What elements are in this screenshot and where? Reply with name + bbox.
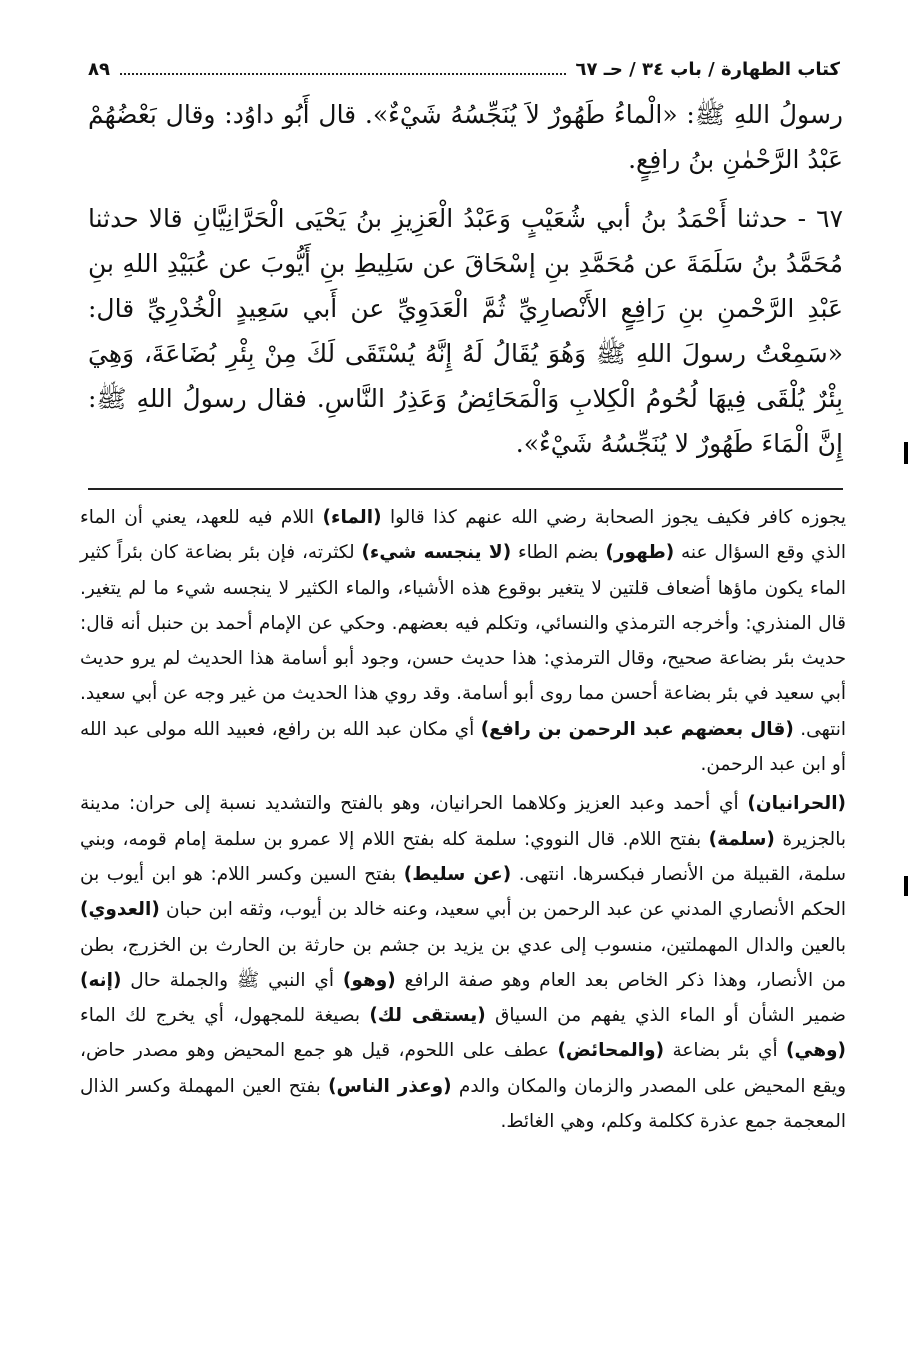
commentary-term: (لا ينجسه شيء) bbox=[361, 542, 512, 564]
scan-edge-mark bbox=[904, 442, 908, 464]
commentary-term: (الحرانيان) bbox=[747, 793, 846, 815]
commentary-text: أي النبي ﷺ والجملة حال bbox=[121, 969, 343, 991]
commentary-text: بفتح اللام. قال النووي: سلمة كله بفتح اللام إلا عمرو بن سلمة إمام قومه، وبني سلمة، القبيلة من الأنصار فبكسرها. انتهى. bbox=[80, 828, 847, 885]
hadith-paragraph-2: ٦٧ - حدثنا أَحْمَدُ بنُ أبي شُعَيْبٍ وَعَبْدُ الْعَزِيزِ بنُ يَحْيَى الْحَرَّانِيَّانِ قالا حدثنا مُحَمَّدُ بنُ سَلَمَةَ عن مُحَمَّدِ بنِ إسْحَاقَ عن سَلِيطِ بنِ أَيُّوبَ عن عُبَيْدِ اللهِ بنِ عَبْدِ الرَّحْمنِ بنِ رَافِعٍ الأَنْصارِيِّ ثُمَّ الْعَدَوِيِّ عن أَبي سَعِيدٍ الْخُدْرِيِّ قال: «سَمِعْتُ رسولَ اللهِ ﷺ وَهُوَ يُقَالُ لَهُ إِنَّهُ يُسْتَقَى لَكَ مِنْ بِئْرِ بُضَاعَةَ، وَهِيَ بِئْرٌ يُلْقَى فِيهَا لُحُومُ الْكِلابِ وَالْمَحَائِضُ وَعَذِرُ النَّاسِ. فقال رسولُ اللهِ ﷺ: إِنَّ الْمَاءَ طَهُورٌ لا يُنَجِّسُهُ شَيْءٌ». bbox=[88, 204, 843, 458]
commentary-block bbox=[80, 500, 846, 1139]
commentary-term: (والمحائض) bbox=[557, 1040, 665, 1062]
commentary-term: (الماء) bbox=[322, 507, 382, 528]
page-number: ٨٩ bbox=[88, 58, 110, 80]
commentary-term: (قال بعضهم عبد الرحمن بن رافع) bbox=[480, 718, 794, 740]
commentary-text: أي بئر بضاعة bbox=[664, 1040, 787, 1062]
commentary-term: (وهو) bbox=[342, 969, 396, 991]
commentary-term: (إنه) bbox=[80, 969, 122, 991]
commentary-term: (طهور) bbox=[605, 542, 675, 564]
commentary-text: بالعين والدال المهملتين، منسوب إلى عدي بن يزيد بن جشم بن حارثة بن الحارث بن الخزرج، بطن من الأنصار، وهذا ذكر الخاص بعد العام وهو صفة الرافع bbox=[80, 934, 846, 991]
commentary-text: لكثرته، فإن بئر بضاعة كان بئراً كثير الماء يكون ماؤها أضعاف قلتين لا يتغير بوقوع هذه الأشياء، والماء الكثير لا ينجسه شيء ما لم يتغير. قال المنذري: وأخرجه الترمذي والنسائي، وتكلم فيه بعضهم. وحكي عن الإمام أحمد بن حنبل أنه قال: حديث بئر بضاعة صحيح، وقال الترمذي: هذا حديث حسن، وجود أبو أسامة هذا الحديث لم يرو حديث أبي سعيد في بئر بضاعة أحسن مما روى أبو أسامة. وقد روي هذا الحديث من غير وجه عن أبي سعيد. انتهى. bbox=[80, 542, 846, 740]
commentary-text: أي أحمد وعبد العزيز وكلاهما الحرانيان، وهو بالفتح والتشديد نسبة إلى حران: مدينة بالجزيرة bbox=[80, 793, 846, 850]
commentary-text: ضمير الشأن أو الماء الذي يفهم من السياق bbox=[485, 1005, 846, 1027]
commentary-term: (وهي) bbox=[786, 1040, 846, 1062]
commentary-text: يجوزه كافر فكيف يجوز الصحابة رضي الله عنهم كذا قالوا bbox=[381, 507, 846, 528]
footnote-separator bbox=[88, 488, 843, 490]
scan-edge-mark bbox=[904, 876, 908, 896]
commentary-term: (سلمة) bbox=[708, 828, 775, 850]
commentary-paragraph-1 bbox=[80, 500, 846, 782]
commentary-text: بفتح العين المهملة وكسر الذال المعجمة جمع عذرة ككلمة وكلم، وهي الغائط. bbox=[80, 1075, 846, 1133]
page-header bbox=[88, 52, 840, 86]
commentary-text: عطف على اللحوم، قيل هو جمع المحيض وهو مصدر حاض، ويقع المحيض على المصدر والزمان والمكان والدم bbox=[80, 1040, 847, 1097]
commentary-term: (العدوي) bbox=[80, 899, 160, 921]
hadith-paragraph-1: رسولُ اللهِ ﷺ: «الْماءُ طَهُورٌ لاَ يُنَجِّسُهُ شَيْءٌ». قال أَبُو داوُد: وقال بَعْضُهُمْ عَبْدُ الرَّحْمٰنِ بنُ رافِعٍ. bbox=[88, 100, 843, 174]
commentary-term: (عن سليط) bbox=[403, 863, 512, 885]
commentary-term: (يستقى لك) bbox=[369, 1005, 486, 1027]
commentary-text: أي مكان عبد الله بن رافع، فعبيد الله مولى عبد الله أو ابن عبد الرحمن. bbox=[80, 718, 846, 776]
commentary-text: بضم الطاء bbox=[511, 542, 606, 564]
commentary-paragraph-2 bbox=[80, 786, 846, 1139]
hadith-text-block bbox=[88, 92, 843, 466]
commentary-text: بفتح السين وكسر اللام: هو ابن أيوب بن الحكم الأنصاري المدني عن عبد الرحمن بن أبي سعيد، وعنه خالد بن أيوب، وثقه ابن حبان bbox=[80, 863, 846, 921]
commentary-text: اللام فيه للعهد، يعني أن الماء الذي وقع السؤال عنه bbox=[80, 507, 847, 564]
commentary-text: بصيغة للمجهول، أي يخرج لك الماء bbox=[80, 1005, 370, 1027]
commentary-term: (وعذر الناس) bbox=[328, 1075, 452, 1097]
dotted-leader bbox=[120, 72, 566, 75]
running-title: كتاب الطهارة / باب ٣٤ / حـ ٦٧ bbox=[575, 58, 840, 80]
